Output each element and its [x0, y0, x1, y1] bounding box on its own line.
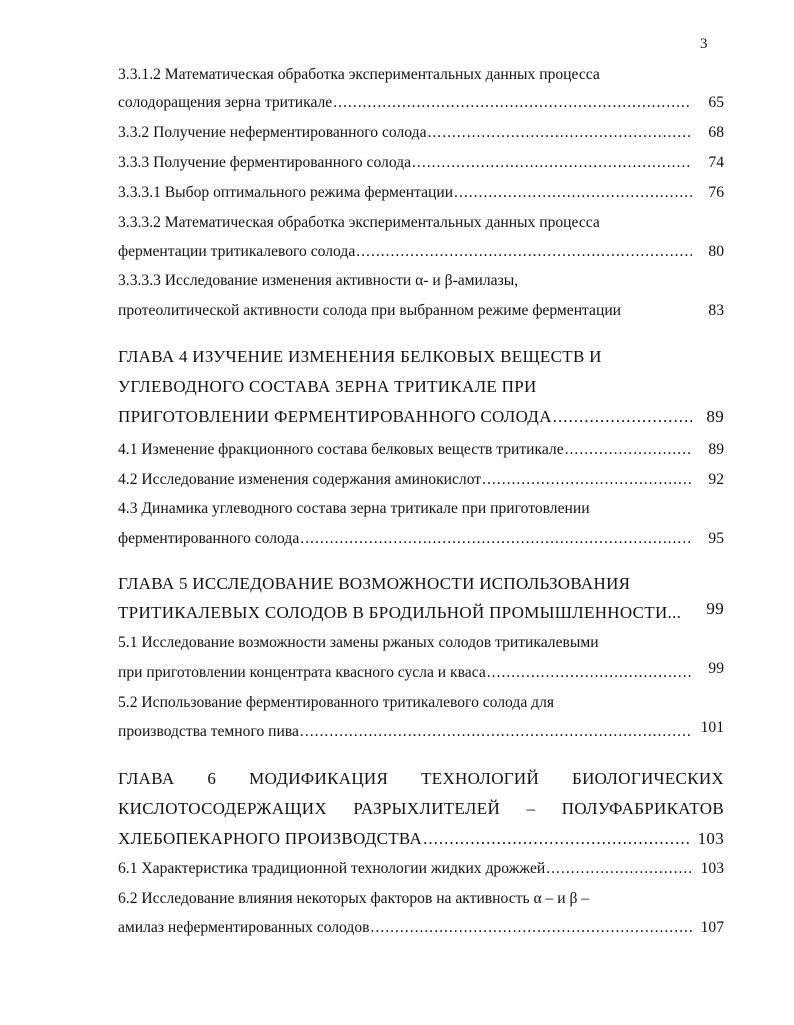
toc-entry-3-3-1-2-line-1: 3.3.1.2 Математическая обработка экспериментальных данных процесса: [118, 66, 600, 83]
toc-page-number: 76: [708, 184, 724, 201]
toc-page-number: 103: [697, 829, 724, 848]
chapter-5-heading-line-2: ТРИТИКАЛЕВЫХ СОЛОДОВ В БРОДИЛЬНОЙ ПРОМЫШЛЕННОСТИ... 99: [118, 600, 724, 626]
toc-entry-5-2-line-1: 5.2 Использование ферментированного тритикалевого солода для: [118, 694, 555, 711]
toc-page-number: 99: [708, 660, 724, 677]
chapter-5-heading-line-1: ГЛАВА 5 ИССЛЕДОВАНИЕ ВОЗМОЖНОСТИ ИСПОЛЬЗОВАНИЯ: [118, 574, 631, 593]
page-number: 3: [700, 36, 708, 52]
chapter-4-heading-line-1: ГЛАВА 4 ИЗУЧЕНИЕ ИЗМЕНЕНИЯ БЕЛКОВЫХ ВЕЩЕСТВ И: [118, 347, 602, 366]
toc-entry-5-1-line-1: 5.1 Исследование возможности замены ржаных солодов тритикалевыми: [118, 634, 599, 651]
chapter-6-heading-line-3: ХЛЕБОПЕКАРНОГО ПРОИЗВОДСТВА ..... 103: [118, 826, 724, 852]
toc-entry-4-3-line-1: 4.3 Динамика углеводного состава зерна тритикале при приготовлении: [118, 500, 590, 517]
toc-page-number: 107: [700, 919, 724, 936]
toc-page-number: 74: [708, 154, 724, 171]
toc-entry-6-2-line-1: 6.2 Исследование влияния некоторых факторов на активность α – и β –: [118, 890, 590, 907]
toc-page-number: 65: [708, 94, 724, 111]
toc-page-number: 80: [708, 243, 724, 260]
toc-page-number: 89: [708, 441, 724, 458]
toc-entry-3-3-1-2-line-2: солодоращения зерна тритикале ..... 65: [118, 90, 724, 116]
toc-entry-3-3-3-3-line-1: 3.3.3.3 Исследование изменения активности α- и β-амилазы,: [118, 272, 519, 289]
toc-entry-3-3-3-2-line-1: 3.3.3.2 Математическая обработка экспериментальных данных процесса: [118, 214, 600, 231]
toc-entry-5-1-line-2: при приготовлении концентрата квасного сусла и кваса ..... 99: [118, 660, 724, 686]
toc-entry-4-3-line-2: ферментированного солода ..... 95: [118, 526, 724, 552]
toc-page-number: 99: [706, 599, 724, 618]
toc-page-number: 95: [708, 530, 724, 547]
toc-entry-5-2-line-2: производства темного пива ..... 101: [118, 719, 724, 745]
toc-entry-6-2-line-2: амилаз неферментированных солодов ..... 107: [118, 915, 724, 941]
chapter-6-heading-line-1: ГЛАВА 6 МОДИФИКАЦИЯ ТЕХНОЛОГИЙ БИОЛОГИЧЕСКИХ: [118, 769, 724, 788]
toc-page-number: 68: [708, 124, 724, 141]
toc-entry-3-3-3-1: 3.3.3.1 Выбор оптимального режима ферментации ..... 76: [118, 180, 724, 206]
toc-page-number: 83: [708, 302, 724, 319]
chapter-6-heading-line-2: КИСЛОТОСОДЕРЖАЩИХ РАЗРЫХЛИТЕЛЕЙ – ПОЛУФАБРИКАТОВ: [118, 799, 724, 818]
toc-entry-4-1: 4.1 Изменение фракционного состава белковых веществ тритикале ..... 89: [118, 437, 724, 463]
toc-page-number: 89: [706, 407, 724, 426]
toc-entry-3-3-3: 3.3.3 Получение ферментированного солода ..... 74: [118, 150, 724, 176]
toc-page-number: 92: [708, 471, 724, 488]
toc-entry-3-3-3-3-line-2: протеолитической активности солода при выбранном режиме ферментации 83: [118, 298, 724, 324]
toc-page-number: 103: [700, 860, 724, 877]
toc-page-number: 101: [700, 719, 724, 736]
toc-entry-4-2: 4.2 Исследование изменения содержания аминокислот ..... 92: [118, 467, 724, 493]
chapter-4-heading-line-2: УГЛЕВОДНОГО СОСТАВА ЗЕРНА ТРИТИКАЛЕ ПРИ: [118, 377, 537, 396]
chapter-4-heading-line-3: ПРИГОТОВЛЕНИИ ФЕРМЕНТИРОВАННОГО СОЛОДА ..... 89: [118, 404, 724, 430]
toc-entry-3-3-3-2-line-2: ферментации тритикалевого солода ..... 80: [118, 239, 724, 265]
toc-entry-6-1: 6.1 Характеристика традиционной технологии жидких дрожжей ..... 103: [118, 856, 724, 882]
toc-entry-3-3-2: 3.3.2 Получение неферментированного солода ..... 68: [118, 120, 724, 146]
